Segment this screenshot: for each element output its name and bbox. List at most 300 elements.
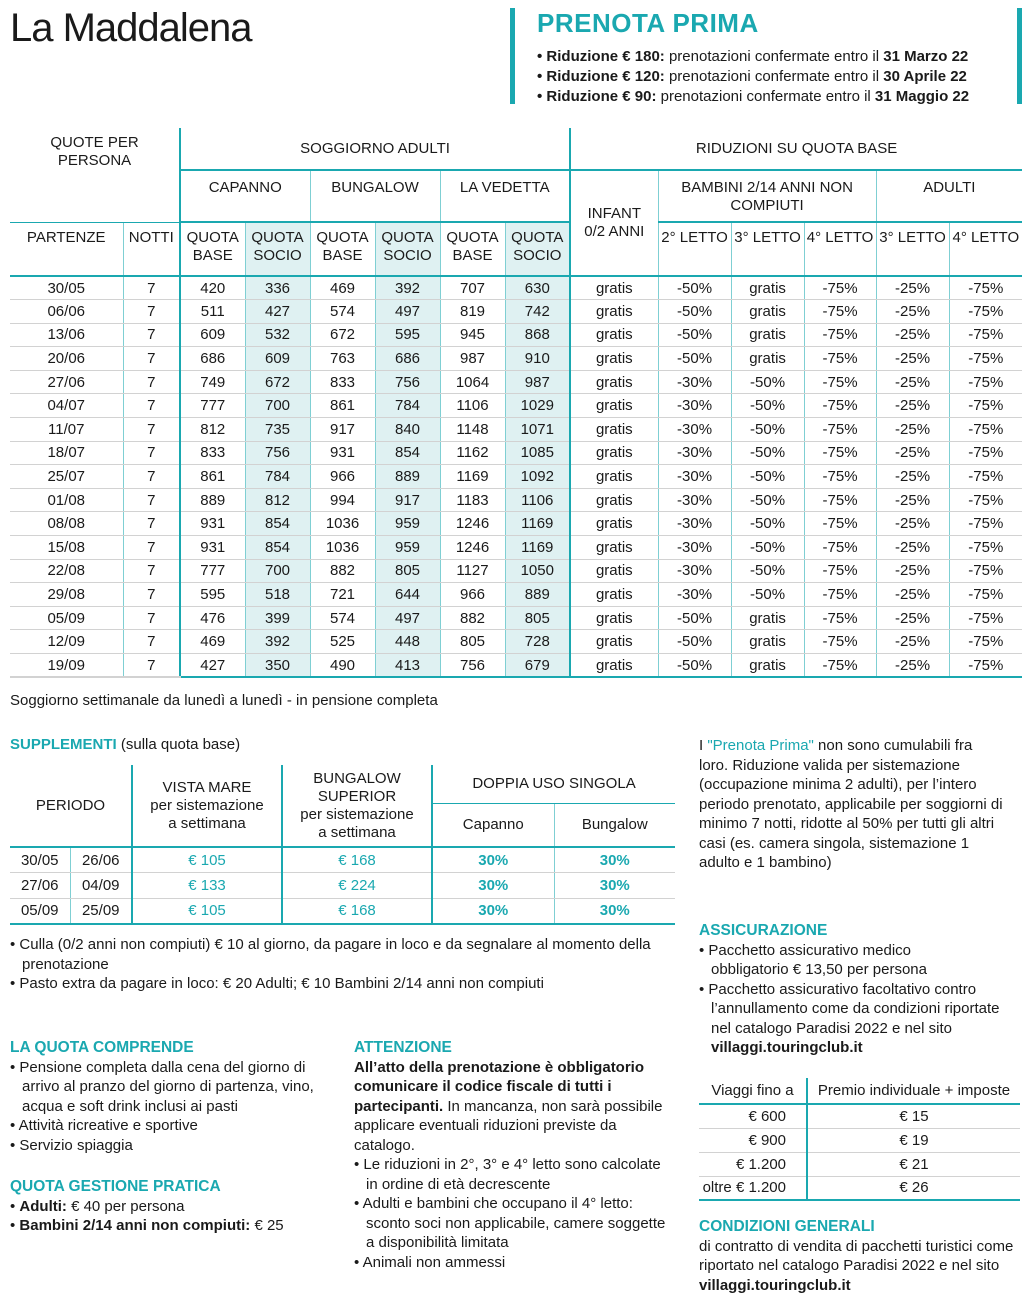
table-cell: 1162 <box>440 441 505 465</box>
table-cell: 889 <box>375 465 440 489</box>
table-cell: -30% <box>658 394 731 418</box>
table-cell: -75% <box>949 347 1022 371</box>
table-cell: 917 <box>375 488 440 512</box>
table-cell: 728 <box>505 630 570 654</box>
table-cell: -30% <box>658 512 731 536</box>
table-cell: -25% <box>876 394 949 418</box>
table-cell: -25% <box>876 654 949 678</box>
table-cell: -30% <box>658 370 731 394</box>
table-cell: 525 <box>310 630 375 654</box>
table-cell: 30% <box>432 847 554 873</box>
table-cell: gratis <box>570 300 658 324</box>
table-cell: gratis <box>570 536 658 560</box>
table-cell: 609 <box>245 347 310 371</box>
table-cell: -75% <box>804 394 876 418</box>
table-cell: 987 <box>505 370 570 394</box>
table-cell: gratis <box>570 606 658 630</box>
table-cell: 1246 <box>440 512 505 536</box>
table-cell: 840 <box>375 418 440 442</box>
table-cell: 812 <box>180 418 245 442</box>
attenzione-item: • Adulti e bambini che occupano il 4° letto: sconto soci non applicabile, camere soggette a disponibilità limitata <box>354 1194 676 1253</box>
table-cell: -25% <box>876 418 949 442</box>
table-row <box>10 536 1022 560</box>
table-cell: -75% <box>949 276 1022 300</box>
assicurazione-section <box>699 921 1019 1058</box>
table-cell: 476 <box>180 606 245 630</box>
page-title: La Maddalena <box>10 6 252 50</box>
table-cell: 497 <box>375 300 440 324</box>
table-cell: -75% <box>949 512 1022 536</box>
table-cell: -75% <box>949 536 1022 560</box>
table-cell: -25% <box>876 630 949 654</box>
table-cell: gratis <box>731 347 804 371</box>
table-cell: 04/09 <box>70 873 132 899</box>
table-cell: 518 <box>245 583 310 607</box>
table-cell: 756 <box>375 370 440 394</box>
table-cell: 30/05 <box>10 847 70 873</box>
attenzione-item: • Animali non ammessi <box>354 1253 676 1273</box>
table-cell: -75% <box>804 323 876 347</box>
table-row <box>10 347 1022 371</box>
table-cell: 532 <box>245 323 310 347</box>
table-cell: -75% <box>804 606 876 630</box>
header-partenze: PARTENZE <box>10 222 123 276</box>
table-cell: 427 <box>180 654 245 678</box>
table-cell: -25% <box>876 370 949 394</box>
table-cell: -75% <box>804 488 876 512</box>
table-cell: 7 <box>123 465 180 489</box>
table-cell: 931 <box>180 536 245 560</box>
table-cell: -30% <box>658 559 731 583</box>
table-cell: -50% <box>658 606 731 630</box>
table-row <box>10 654 1022 678</box>
table-cell: -25% <box>876 323 949 347</box>
weekly-note: Soggiorno settimanale da lunedì a lunedì - in pensione completa <box>10 692 438 709</box>
table-cell: 889 <box>180 488 245 512</box>
table-cell: 574 <box>310 606 375 630</box>
table-cell: € 900 <box>699 1128 807 1152</box>
table-cell: gratis <box>731 323 804 347</box>
header-adulti-letto-4: 4° LETTO <box>949 222 1022 276</box>
assicurazione-table <box>699 1078 1020 1201</box>
header-bungalow: BUNGALOW <box>310 170 440 222</box>
table-cell: -75% <box>949 300 1022 324</box>
table-cell: 574 <box>310 300 375 324</box>
table-cell: -50% <box>658 347 731 371</box>
table-cell: € 600 <box>699 1104 807 1128</box>
quota-comprende-item: • Pensione completa dalla cena del giorno di arrivo al pranzo del giorno di partenza, vino, acqua e soft drink inclusi ai pasti <box>10 1058 330 1117</box>
table-cell: € 224 <box>282 873 432 899</box>
table-cell: -30% <box>658 583 731 607</box>
table-cell: 882 <box>440 606 505 630</box>
table-cell: gratis <box>570 559 658 583</box>
assicurazione-title: ASSICURAZIONE <box>699 922 828 939</box>
gestione-pratica-title: QUOTA GESTIONE PRATICA <box>10 1178 221 1195</box>
table-cell: gratis <box>570 276 658 300</box>
prenota-prima-item: • Riduzione € 180: prenotazioni confermate entro il 31 Marzo 22 <box>537 47 1017 67</box>
table-cell: 644 <box>375 583 440 607</box>
assicurazione-item: • Pacchetto assicurativo facoltativo contro l’annullamento come da condizioni riportate nel catalogo Paradisi 2022 e nel sito villaggi.touringclub.it <box>699 980 1019 1058</box>
table-cell: 20/06 <box>10 347 123 371</box>
table-cell: 336 <box>245 276 310 300</box>
table-cell: -75% <box>949 488 1022 512</box>
table-row <box>10 898 675 924</box>
condizioni-text: di contratto di vendita di pacchetti turistici come riportato nel catalogo Paradisi 2022 e nel sito <box>699 1237 1014 1274</box>
table-cell: 497 <box>375 606 440 630</box>
table-cell: 427 <box>245 300 310 324</box>
table-cell: 812 <box>245 488 310 512</box>
table-row <box>10 873 675 899</box>
table-cell: 420 <box>180 276 245 300</box>
table-row <box>10 512 1022 536</box>
table-cell: 18/07 <box>10 441 123 465</box>
quota-comprende-title: LA QUOTA COMPRENDE <box>10 1039 194 1056</box>
table-cell: -25% <box>876 606 949 630</box>
table-cell: 05/09 <box>10 606 123 630</box>
table-cell: -50% <box>731 583 804 607</box>
table-cell: 7 <box>123 441 180 465</box>
table-row <box>10 847 675 873</box>
bungalow-superior-title: BUNGALOW SUPERIOR <box>313 769 401 805</box>
table-cell: -75% <box>804 276 876 300</box>
table-cell: 1029 <box>505 394 570 418</box>
table-cell: 777 <box>180 394 245 418</box>
table-cell: 595 <box>180 583 245 607</box>
attenzione-section <box>354 1038 676 1272</box>
table-cell: 448 <box>375 630 440 654</box>
table-cell: 686 <box>375 347 440 371</box>
table-cell: -75% <box>949 630 1022 654</box>
table-cell: 994 <box>310 488 375 512</box>
header-bambini: BAMBINI 2/14 ANNI NON COMPIUTI <box>658 170 876 222</box>
table-cell: -75% <box>949 394 1022 418</box>
table-row <box>699 1176 1020 1200</box>
table-cell: -75% <box>804 465 876 489</box>
gestione-pratica-section <box>10 1177 330 1236</box>
table-cell: 1169 <box>505 536 570 560</box>
table-cell: -50% <box>731 370 804 394</box>
gestione-pratica-item: • Adulti: € 40 per persona <box>10 1197 330 1217</box>
table-cell: 392 <box>245 630 310 654</box>
table-cell: -30% <box>658 418 731 442</box>
table-row <box>10 488 1022 512</box>
table-cell: 19/09 <box>10 654 123 678</box>
table-cell: -75% <box>949 323 1022 347</box>
prenota-prima-title: PRENOTA PRIMA <box>537 8 759 38</box>
note-item: • Culla (0/2 anni non compiuti) € 10 al giorno, da pagare in loco e da segnalare al momento della prenotazione <box>10 935 675 974</box>
quota-comprende-item: • Attività ricreative e sportive <box>10 1116 330 1136</box>
table-cell: € 105 <box>132 847 282 873</box>
table-row <box>10 630 1022 654</box>
table-cell: 06/06 <box>10 300 123 324</box>
table-row <box>10 606 1022 630</box>
table-cell: -30% <box>658 441 731 465</box>
condizioni-title: CONDIZIONI GENERALI <box>699 1218 875 1235</box>
header-letto-4: 4° LETTO <box>804 222 876 276</box>
table-cell: 413 <box>375 654 440 678</box>
table-cell: € 168 <box>282 898 432 924</box>
table-cell: 805 <box>505 606 570 630</box>
table-cell: 469 <box>310 276 375 300</box>
table-cell: 959 <box>375 536 440 560</box>
table-cell: gratis <box>570 370 658 394</box>
table-cell: -25% <box>876 347 949 371</box>
table-cell: 1071 <box>505 418 570 442</box>
gestione-pratica-item: • Bambini 2/14 anni non compiuti: € 25 <box>10 1216 330 1236</box>
table-cell: 959 <box>375 512 440 536</box>
table-cell: 1085 <box>505 441 570 465</box>
table-cell: 11/07 <box>10 418 123 442</box>
table-cell: -75% <box>804 370 876 394</box>
table-cell: 931 <box>310 441 375 465</box>
table-row <box>10 465 1022 489</box>
table-cell: € 133 <box>132 873 282 899</box>
table-cell: -75% <box>804 441 876 465</box>
table-cell: 595 <box>375 323 440 347</box>
table-cell: 854 <box>375 441 440 465</box>
table-cell: 833 <box>310 370 375 394</box>
table-cell: 735 <box>245 418 310 442</box>
table-row <box>10 418 1022 442</box>
table-cell: 784 <box>375 394 440 418</box>
header-quota-base: QUOTA BASE <box>440 222 505 276</box>
table-cell: 721 <box>310 583 375 607</box>
table-cell: 7 <box>123 488 180 512</box>
table-cell: gratis <box>731 300 804 324</box>
table-cell: 833 <box>180 441 245 465</box>
header-vedetta: LA VEDETTA <box>440 170 570 222</box>
header-vista-mare <box>132 765 282 847</box>
table-cell: € 26 <box>807 1176 1020 1200</box>
bungalow-superior-sub: per sistemazione a settimana <box>300 805 414 841</box>
table-cell: 12/09 <box>10 630 123 654</box>
table-cell: -50% <box>731 559 804 583</box>
table-cell: 861 <box>310 394 375 418</box>
table-cell: € 21 <box>807 1152 1020 1176</box>
attenzione-item: • Le riduzioni in 2°, 3° e 4° letto sono calcolate in ordine di età decrescente <box>354 1155 676 1194</box>
header-soggiorno-adulti: SOGGIORNO ADULTI <box>180 128 570 170</box>
table-cell: -75% <box>949 465 1022 489</box>
table-cell: -75% <box>949 606 1022 630</box>
table-cell: 25/07 <box>10 465 123 489</box>
table-cell: -75% <box>804 300 876 324</box>
header-adulti-letto-3: 3° LETTO <box>876 222 949 276</box>
prenota-prima-item: • Riduzione € 120: prenotazioni confermate entro il 30 Aprile 22 <box>537 67 1017 87</box>
table-cell: 1148 <box>440 418 505 442</box>
table-cell: 30% <box>432 898 554 924</box>
header-quota-base: QUOTA BASE <box>180 222 245 276</box>
table-row <box>10 276 1022 300</box>
table-cell: 630 <box>505 276 570 300</box>
vista-mare-title: VISTA MARE <box>162 778 252 796</box>
header-capanno: CAPANNO <box>180 170 310 222</box>
table-cell: -25% <box>876 559 949 583</box>
table-cell: 672 <box>245 370 310 394</box>
table-cell: 350 <box>245 654 310 678</box>
table-cell: 7 <box>123 323 180 347</box>
table-cell: gratis <box>570 441 658 465</box>
table-cell: gratis <box>570 654 658 678</box>
assicurazione-site[interactable]: villaggi.touringclub.it <box>711 1039 863 1056</box>
table-cell: 784 <box>245 465 310 489</box>
table-cell: 1169 <box>505 512 570 536</box>
attenzione-title: ATTENZIONE <box>354 1039 452 1056</box>
table-cell: 672 <box>310 323 375 347</box>
table-cell: 399 <box>245 606 310 630</box>
table-cell: 22/08 <box>10 559 123 583</box>
table-cell: 1106 <box>440 394 505 418</box>
table-cell: 917 <box>310 418 375 442</box>
table-cell: gratis <box>570 630 658 654</box>
table-cell: 1127 <box>440 559 505 583</box>
note-item: • Pasto extra da pagare in loco: € 20 Adulti; € 10 Bambini 2/14 anni non compiuti <box>10 974 675 994</box>
table-cell: 1106 <box>505 488 570 512</box>
table-cell: -75% <box>949 583 1022 607</box>
table-cell: gratis <box>570 465 658 489</box>
table-cell: 1169 <box>440 465 505 489</box>
table-cell: gratis <box>731 654 804 678</box>
table-cell: 7 <box>123 536 180 560</box>
table-cell: 392 <box>375 276 440 300</box>
supplementi-title: SUPPLEMENTI <box>10 736 117 753</box>
table-cell: 763 <box>310 347 375 371</box>
table-cell: -50% <box>731 441 804 465</box>
table-cell: 819 <box>440 300 505 324</box>
table-cell: -75% <box>804 654 876 678</box>
table-cell: 7 <box>123 630 180 654</box>
table-cell: 987 <box>440 347 505 371</box>
table-cell: 7 <box>123 418 180 442</box>
table-row <box>10 583 1022 607</box>
vista-mare-sub: per sistemazione a settimana <box>150 796 264 832</box>
table-cell: gratis <box>731 276 804 300</box>
table-cell: 1064 <box>440 370 505 394</box>
table-cell: 756 <box>245 441 310 465</box>
table-cell: 26/06 <box>70 847 132 873</box>
supplementi-subtitle: (sulla quota base) <box>120 736 241 753</box>
header-letto-3: 3° LETTO <box>731 222 804 276</box>
table-cell: 7 <box>123 394 180 418</box>
table-cell: -25% <box>876 488 949 512</box>
condizioni-site[interactable]: villaggi.touringclub.it <box>699 1276 851 1294</box>
table-cell: 1092 <box>505 465 570 489</box>
prenota-prima-item: • Riduzione € 90: prenotazioni confermate entro il 31 Maggio 22 <box>537 87 1017 107</box>
table-cell: -75% <box>949 441 1022 465</box>
table-cell: -25% <box>876 276 949 300</box>
table-cell: 08/08 <box>10 512 123 536</box>
table-cell: 931 <box>180 512 245 536</box>
table-cell: 30% <box>432 873 554 899</box>
header-quota-socio: QUOTA SOCIO <box>505 222 570 276</box>
table-cell: 945 <box>440 323 505 347</box>
table-cell: 868 <box>505 323 570 347</box>
header-infant: INFANT 0/2 ANNI <box>570 170 658 276</box>
table-cell: 7 <box>123 347 180 371</box>
table-cell: 30/05 <box>10 276 123 300</box>
table-cell: 7 <box>123 606 180 630</box>
table-cell: gratis <box>570 323 658 347</box>
table-cell: 749 <box>180 370 245 394</box>
supplementi-heading <box>10 736 240 753</box>
header-capanno: Capanno <box>432 803 554 847</box>
assicurazione-item: • Pacchetto assicurativo medico obbligatorio € 13,50 per persona <box>699 941 1019 980</box>
table-cell: 7 <box>123 654 180 678</box>
table-cell: -75% <box>804 630 876 654</box>
table-cell: 30% <box>554 873 675 899</box>
table-cell: -75% <box>949 418 1022 442</box>
table-cell: -50% <box>731 394 804 418</box>
header-doppia-uso-singola: DOPPIA USO SINGOLA <box>432 765 675 803</box>
table-cell: 966 <box>440 583 505 607</box>
table-cell: 777 <box>180 559 245 583</box>
table-cell: -75% <box>804 559 876 583</box>
table-cell: -75% <box>804 512 876 536</box>
table-cell: 1183 <box>440 488 505 512</box>
table-cell: -25% <box>876 512 949 536</box>
table-row <box>10 323 1022 347</box>
prenota-prima-list <box>537 47 1017 107</box>
table-cell: -50% <box>731 536 804 560</box>
header-notti: NOTTI <box>123 222 180 276</box>
header-quote-per-persona: QUOTE PER PERSONA <box>50 134 139 169</box>
table-cell: -50% <box>731 418 804 442</box>
table-cell: gratis <box>570 583 658 607</box>
table-cell: -50% <box>731 512 804 536</box>
table-cell: 805 <box>375 559 440 583</box>
table-cell: 1036 <box>310 536 375 560</box>
condizioni-section <box>699 1217 1024 1295</box>
table-cell: oltre € 1.200 <box>699 1176 807 1200</box>
header-quota-socio: QUOTA SOCIO <box>375 222 440 276</box>
table-cell: -25% <box>876 300 949 324</box>
table-cell: 1036 <box>310 512 375 536</box>
table-cell: 700 <box>245 394 310 418</box>
table-cell: € 105 <box>132 898 282 924</box>
table-row <box>10 394 1022 418</box>
table-cell: 854 <box>245 512 310 536</box>
header-quota-socio: QUOTA SOCIO <box>245 222 310 276</box>
table-cell: -75% <box>949 559 1022 583</box>
table-cell: gratis <box>731 606 804 630</box>
quota-comprende-section <box>10 1038 330 1155</box>
table-cell: € 19 <box>807 1128 1020 1152</box>
table-cell: 490 <box>310 654 375 678</box>
quota-comprende-item: • Servizio spiaggia <box>10 1136 330 1156</box>
table-cell: € 15 <box>807 1104 1020 1128</box>
table-cell: 854 <box>245 536 310 560</box>
prenota-prima-highlight: "Prenota Prima" <box>707 737 814 754</box>
table-cell: 707 <box>440 276 505 300</box>
table-row <box>10 370 1022 394</box>
table-cell: 910 <box>505 347 570 371</box>
table-cell: 742 <box>505 300 570 324</box>
table-cell: 7 <box>123 559 180 583</box>
table-cell: 889 <box>505 583 570 607</box>
table-cell: 700 <box>245 559 310 583</box>
table-cell: -25% <box>876 536 949 560</box>
table-cell: 609 <box>180 323 245 347</box>
table-cell: gratis <box>570 488 658 512</box>
table-cell: -25% <box>876 583 949 607</box>
header-periodo: PERIODO <box>35 796 106 814</box>
table-cell: 30% <box>554 898 675 924</box>
table-cell: gratis <box>570 512 658 536</box>
table-cell: gratis <box>570 418 658 442</box>
supplementi-table <box>10 765 675 925</box>
attenzione-text: All’atto della prenotazione è obbligatorio comunicare il codice fiscale di tutti i partecipanti. In mancanza, non sarà possibile applicare eventuali riduzioni previste da catalogo. <box>354 1058 663 1154</box>
table-row <box>10 300 1022 324</box>
prenota-prima-note: I "Prenota Prima" non sono cumulabili fra loro. Riduzione valida per sistemazione (occupazione minima 2 adulti), per l’intero periodo prenotato, applicabile per soggiorni di minimo 7 notti, ridotte al 50% per tutti gli altri casi (es. camera singola, sistemazione 1 adulto e 1 bambino) <box>699 737 1003 871</box>
